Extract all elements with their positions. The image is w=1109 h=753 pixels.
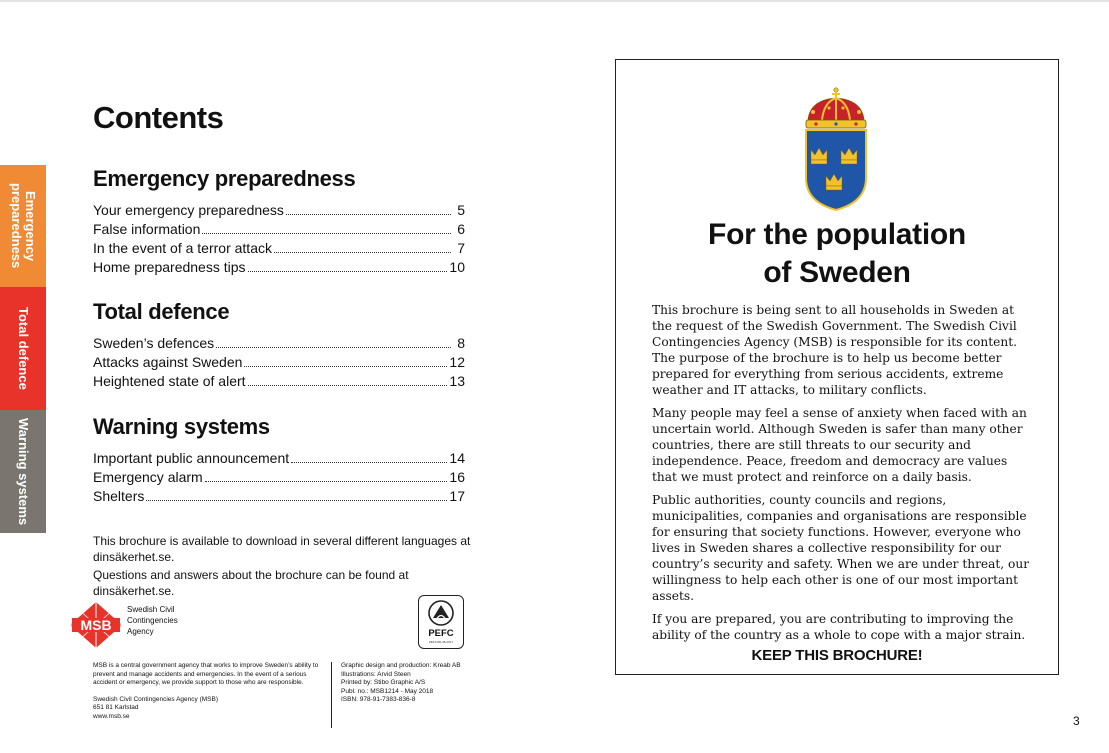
toc-entry-label: Important public announcement [93, 450, 290, 466]
toc-page-number: 13 [449, 373, 465, 389]
toc-entry[interactable] [93, 487, 465, 506]
top-divider [0, 0, 1109, 2]
toc-page-number: 12 [449, 354, 465, 370]
swedish-coat-of-arms-icon [802, 86, 870, 212]
footer-address-line: 651 81 Karlstad [93, 704, 139, 711]
msb-name-line: Contingencies [127, 616, 178, 625]
dot-leader [291, 462, 447, 463]
footer-credit-line: Publ. no.: MSB1214 - May 2018 [341, 687, 434, 695]
side-tab-label: Warning systems [16, 417, 31, 526]
toc-entry-label: Your emergency preparedness [93, 202, 284, 218]
toc-section-total-defence [93, 299, 465, 391]
toc-entry[interactable] [93, 258, 465, 277]
toc-entry[interactable] [93, 468, 465, 487]
body-paragraph: This brochure is being sent to all households in Sweden at the request of the Swedish Government. The Swedish Civil Contingencies Agency (MSB) is responsible for its content. The purpose of the brochure is to help us become better prepared for everything from serious accidents, extreme weather and IT attacks, to military conflicts. [652, 303, 1017, 397]
toc-entry-label: Emergency alarm [93, 469, 203, 485]
toc-section-emergency-preparedness [93, 166, 465, 277]
toc-page-number: 17 [449, 488, 465, 504]
dot-leader [286, 214, 451, 215]
body-paragraph: Public authorities, county councils and regions, municipalities, companies and organisations are responsible for ensuring that society functions. However, everyone who lives in Sweden shares a collective responsibility for our country’s security and safety. When we are under threat, our willingness to help each other is one of our most important assets. [652, 493, 1030, 603]
dot-leader [205, 481, 448, 482]
download-note: This brochure is available to download in several different languages at dinsäkerhet.se. [93, 534, 471, 564]
toc-entry[interactable] [93, 449, 465, 468]
footer-credit-line: Illustrations: Arvid Steen [341, 670, 411, 678]
toc-entry-label: Sweden’s defences [93, 335, 215, 351]
toc-entry-label: Home preparedness tips [93, 259, 246, 275]
section-heading: Total defence [93, 299, 230, 324]
population-title [615, 216, 1059, 292]
dot-leader [216, 347, 451, 348]
toc-entry[interactable] [93, 334, 465, 353]
toc-entry-label: Attacks against Sweden [93, 354, 243, 370]
keep-brochure-label: KEEP THIS BROCHURE! [751, 647, 923, 664]
footer-about-text: MSB is a central government agency that works to improve Sweden’s ability to prevent and manage accidents and emergencies. In the event of a serious accident or emergency, we provide support to those who are responsible. [93, 662, 319, 686]
msb-logo [68, 600, 124, 650]
qa-note: Questions and answers about the brochure can be found at dinsäkerhet.se. [93, 568, 409, 598]
toc-entry-label: Shelters [93, 488, 145, 504]
body-paragraph: Many people may feel a sense of anxiety when faced with an uncertain world. Although Sweden is safer than many other countries, there are still threats to our security and independence. Peace, freedom and democracy are values that we must protect and reinforce on a daily basis. [652, 406, 1027, 484]
pefc-logo [418, 595, 464, 649]
footer-about [93, 662, 325, 721]
toc-entry[interactable] [93, 239, 465, 258]
pefc-logo-text: PEFC [428, 628, 454, 639]
side-tab-total-defence[interactable] [0, 287, 46, 410]
pefc-small-print: PEFC/06-38-2017 [428, 640, 454, 644]
toc-page-number: 14 [449, 450, 465, 466]
dot-leader [248, 271, 448, 272]
toc-page-number: 6 [457, 221, 465, 237]
msb-name-line: Agency [127, 627, 154, 636]
toc-entry-label: Heightened state of alert [93, 373, 246, 389]
dot-leader [248, 385, 448, 386]
toc-entry[interactable] [93, 353, 465, 372]
msb-agency-name [127, 604, 207, 637]
msb-name-line: Swedish Civil [127, 605, 175, 614]
toc-page-number: 10 [449, 259, 465, 275]
body-paragraph: If you are prepared, you are contributing to improving the ability of the country as a whole to cope with a major strain. [652, 612, 1026, 642]
population-title-line: of Sweden [763, 256, 911, 289]
section-heading: Warning systems [93, 414, 270, 439]
side-tab-label: Total defence [16, 307, 31, 390]
population-title-line: For the population [708, 218, 966, 251]
side-tab-warning-systems[interactable] [0, 410, 46, 533]
toc-entry[interactable] [93, 372, 465, 391]
footer-website-link[interactable]: www.msb.se [93, 712, 130, 720]
dot-leader [274, 252, 451, 253]
dot-leader [146, 500, 447, 501]
page-number: 3 [1073, 714, 1080, 728]
footer-credits [341, 662, 491, 705]
toc-entry-label: False information [93, 221, 201, 237]
toc-page-number: 5 [457, 202, 465, 218]
side-tab-emergency-preparedness[interactable] [0, 165, 46, 287]
toc-entry[interactable] [93, 220, 465, 239]
population-body [652, 302, 1032, 650]
toc-section-warning-systems [93, 414, 465, 506]
toc-page-number: 16 [449, 469, 465, 485]
footer-credit-line: ISBN: 978-91-7383-836-8 [341, 696, 416, 703]
msb-logo-text: MSB [80, 617, 112, 633]
toc-page-number: 8 [457, 335, 465, 351]
side-tab-label: Emergency preparedness [9, 183, 38, 269]
footer-divider [331, 662, 332, 728]
footer-address-line: Swedish Civil Contingencies Agency (MSB) [93, 695, 218, 703]
toc-entry[interactable] [93, 201, 465, 220]
dot-leader [202, 233, 451, 234]
footer-credit-line: Printed by: Stibo Graphic A/S [341, 679, 426, 686]
toc-entry-label: In the event of a terror attack [93, 240, 272, 256]
contents-title: Contents [93, 100, 224, 135]
toc-page-number: 7 [457, 240, 465, 256]
footer-credit-line: Graphic design and production: Kreab AB [341, 662, 461, 669]
dot-leader [244, 366, 447, 367]
section-heading: Emergency preparedness [93, 166, 356, 191]
